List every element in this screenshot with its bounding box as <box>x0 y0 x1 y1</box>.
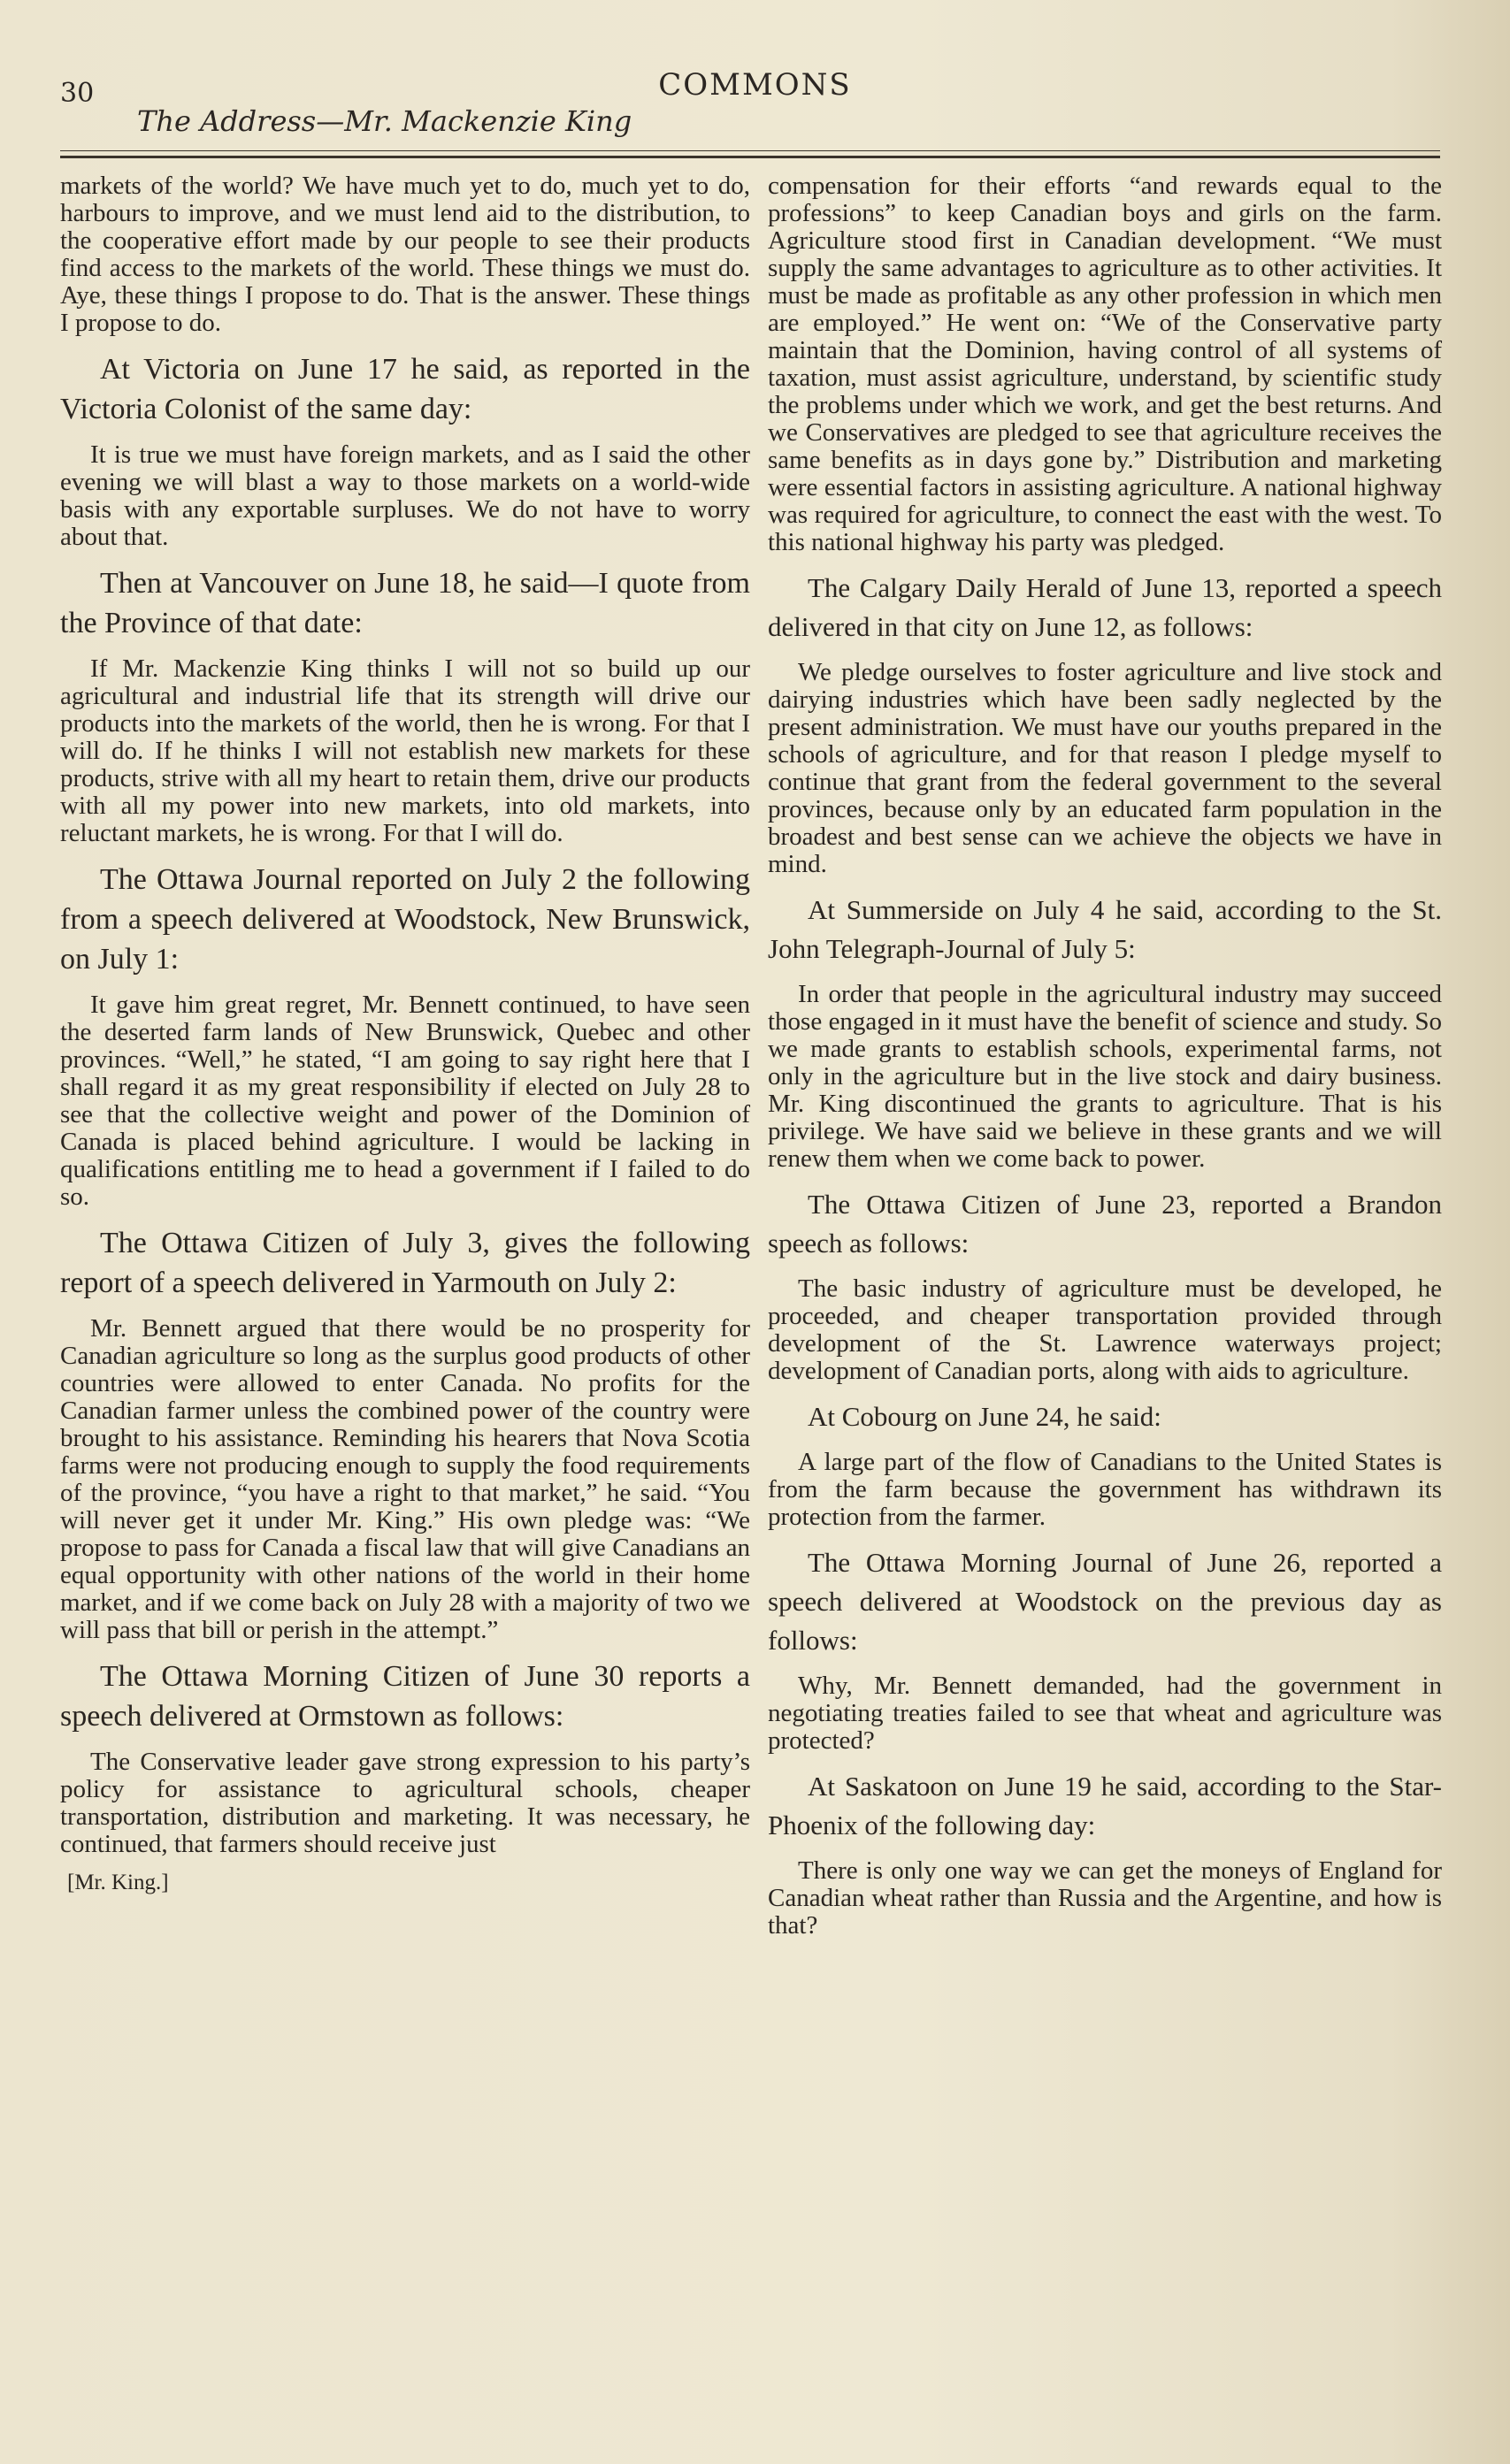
paragraph: Mr. Bennett argued that there would be no prosperity for Canadian agriculture so long as the surplus good products of other countries were allowed to enter Canada. No profits for the Canadian farmer unless the combined power of the country were brought to his assistance. Reminding his hearers that Nova Scotia farms were not producing enough to supply the food requirements of the province, “you have a right to that market,” he said. “You will never get it under Mr. King.” His own pledge was: “We propose to pass for Canada a fiscal law that will give Canadians an equal opportunity with other nations of the world in their home market, and if we come back on July 28 with a majority of two we will pass that bill or perish in the attempt.” <box>60 1314 750 1644</box>
paragraph: It is true we must have foreign markets, and as I said the other evening we will blast a way to those markets on a world-wide basis with any exportable surpluses. We do not have to worry about that. <box>60 440 750 551</box>
header-rule-thin <box>60 150 1440 151</box>
paragraph: The Conservative leader gave strong expression to his party’s policy for assistance to agricultural schools, cheaper transportation, distribution and marketing. It was necessary, he continued, that farmers should receive just <box>60 1748 750 1858</box>
paragraph: Why, Mr. Bennett demanded, had the government in negotiating treaties failed to see that wheat and agriculture was protected? <box>768 1672 1442 1755</box>
paragraph: In order that people in the agricultural industry may succeed those engaged in it must have the benefit of science and study. So we made grants to establish schools, experimental farms, not only in the agriculture but in the live stock and dairy business. Mr. King discontinued the grants to agriculture. That is his privilege. We have said we believe in these grants and we will renew them when we come back to power. <box>768 980 1442 1173</box>
paragraph: At Victoria on June 17 he said, as reported in the Victoria Colonist of the same day: <box>60 353 750 425</box>
paragraph: The Ottawa Citizen of July 3, gives the following report of a speech delivered in Yarmouth on July 2: <box>60 1227 750 1299</box>
paragraph: At Summerside on July 4 he said, according to the St. John Telegraph-Journal of July 5: <box>768 894 1442 964</box>
paragraph: The Ottawa Journal reported on July 2 the following from a speech delivered at Woodstock, New Brunswick, on July 1: <box>60 863 750 976</box>
paragraph: If Mr. Mackenzie King thinks I will not so build up our agricultural and industrial life that its strength will drive our products into the markets of the world, then he is wrong. For that I will do. If he thinks I will not establish new markets for these products, strive with all my heart to retain them, drive our products with all my power into new markets, into old markets, into reluctant markets, he is wrong. For that I will do. <box>60 654 750 847</box>
footer-note: [Mr. King.] <box>67 1871 169 1894</box>
paragraph: The basic industry of agriculture must be developed, he proceeded, and cheaper transportation provided through development of the St. Lawrence waterways project; development of Canadian ports, along with aids to agriculture. <box>768 1274 1442 1385</box>
header-rule-thick <box>60 156 1440 158</box>
left-column <box>60 172 750 1895</box>
paragraph: markets of the world? We have much yet to do, much yet to do, harbours to improve, and we must lend aid to the distribution, to the cooperative effort made by our people to see their products find access to the markets of the world. These things we must do. Aye, these things I propose to do. That is the answer. These things I propose to do. <box>60 172 750 337</box>
paragraph: compensation for their efforts “and rewards equal to the professions” to keep Canadian boys and girls on the farm. Agriculture stood first in Canadian development. “We must supply the same advantages to agriculture as to other activities. It must be made as profitable as any other profession in which men are employed.” He went on: “We of the Conservative party maintain that the Dominion, having control of all systems of taxation, must assist agriculture, understand, by scientific study the problems under which we work, and get the best returns. And we Conservatives are pledged to see that agriculture receives the same benefits as in days gone by.” Distribution and marketing were essential factors in assisting agriculture. A national highway was required for agriculture, to connect the east with the west. To this national highway his party was pledged. <box>768 172 1442 556</box>
paragraph: A large part of the flow of Canadians to the United States is from the farm because the government has withdrawn its protection from the farmer. <box>768 1448 1442 1531</box>
paragraph: At Saskatoon on June 19 he said, according to the Star-Phoenix of the following day: <box>768 1771 1442 1840</box>
paragraph: It gave him great regret, Mr. Bennett continued, to have seen the deserted farm lands of New Brunswick, Quebec and other provinces. “Well,” he stated, “I am going to say right here that I shall regard it as my great responsibility if elected on July 28 to see that the collective weight and power of the Dominion of Canada is placed behind agriculture. I would be lacking in qualifications entitling me to head a government if I failed to do so. <box>60 991 750 1211</box>
paragraph: The Ottawa Morning Journal of June 26, reported a speech delivered at Woodstock on the previous day as follows: <box>768 1547 1442 1656</box>
paragraph: At Cobourg on June 24, he said: <box>808 1401 1161 1432</box>
paragraph: The Ottawa Morning Citizen of June 30 reports a speech delivered at Ormstown as follows: <box>60 1660 750 1733</box>
section-title: The Address—Mr. Mackenzie King <box>137 104 632 138</box>
paragraph: Then at Vancouver on June 18, he said—I quote from the Province of that date: <box>60 567 750 639</box>
right-column <box>768 172 1442 1952</box>
running-head: COMMONS <box>658 67 852 103</box>
paragraph: We pledge ourselves to foster agriculture and live stock and dairying industries which have been sadly neglected by the present administration. We must have our youths prepared in the schools of agriculture, and for that reason I pledge myself to continue that grant from the federal government to the several provinces, because only by an educated farm population in the broadest and best sense can we achieve the objects we have in mind. <box>768 658 1442 878</box>
page-number: 30 <box>60 78 95 109</box>
paragraph: The Ottawa Citizen of June 23, reported a Brandon speech as follows: <box>768 1189 1442 1259</box>
paragraph: The Calgary Daily Herald of June 13, reported a speech delivered in that city on June 12, as follows: <box>768 572 1442 642</box>
paragraph: There is only one way we can get the moneys of England for Canadian wheat rather than Russia and the Argentine, and how is that? <box>768 1856 1442 1940</box>
